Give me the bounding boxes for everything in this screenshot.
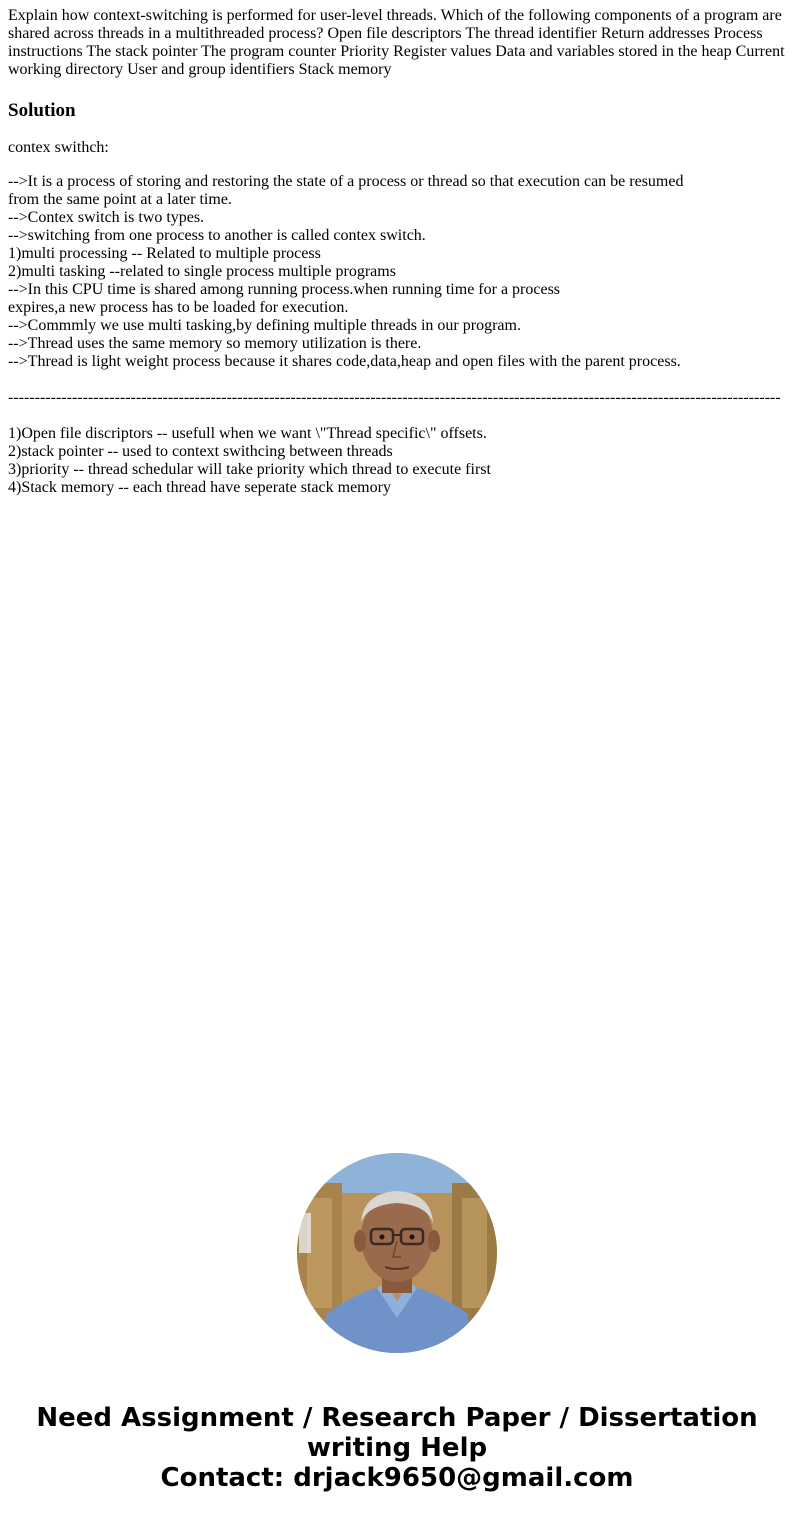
answer-line: expires,a new process has to be loaded for execution. [8,299,349,316]
answer-line: 1)multi processing -- Related to multiple process [8,245,321,262]
list-item: 1)Open file discriptors -- usefull when we want \"Thread specific\" offsets. [8,425,487,442]
question-text: Explain how context-switching is performed for user-level threads. Which of the following components of a program are shared across threads in a multithreaded process? Open file descriptors The thread identifier Return addresses Process instructions The stack pointer The program counter Priority Register values Data and variables stored in the heap Current working directory User and group identifiers Stack memory [8,7,785,78]
list-item: 3)priority -- thread schedular will take priority which thread to execute first [8,461,491,478]
answer-line: -->In this CPU time is shared among running process.when running time for a process [8,281,561,298]
answer-line: -->Thread uses the same memory so memory utilization is there. [8,335,422,352]
contact-footer [0,1403,794,1493]
dashed-divider: ------------------------------------------------------------------------------------------------------------------------------------------------- [8,389,781,406]
list-item: 4)Stack memory -- each thread have seperate stack memory [8,479,391,496]
answer-line: -->Contex switch is two types. [8,209,205,226]
answer-line: -->Thread is light weight process because it shares code,data,heap and open files with the parent process. [8,353,681,370]
component-list [8,425,786,497]
list-item: 2)stack pointer -- used to context swithcing between threads [8,443,393,460]
footer-line: Need Assignment / Research Paper / Dissertation [36,1403,758,1433]
answer-line: 2)multi tasking --related to single process multiple programs [8,263,396,280]
answer-line: from the same point at a later time. [8,191,232,208]
main-content [8,7,786,497]
answer-body [8,173,786,371]
author-photo [297,1153,497,1353]
footer-line: writing Help [306,1433,488,1463]
solution-heading: Solution [8,100,76,121]
answer-line: -->Commmly we use multi tasking,by defining multiple threads in our program. [8,317,521,334]
contact-email: Contact: drjack9650@gmail.com [160,1463,634,1493]
solution-intro: contex swithch: [8,139,109,156]
answer-line: -->It is a process of storing and restoring the state of a process or thread so that execution can be resumed [8,173,684,190]
answer-line: -->switching from one process to another is called contex switch. [8,227,426,244]
